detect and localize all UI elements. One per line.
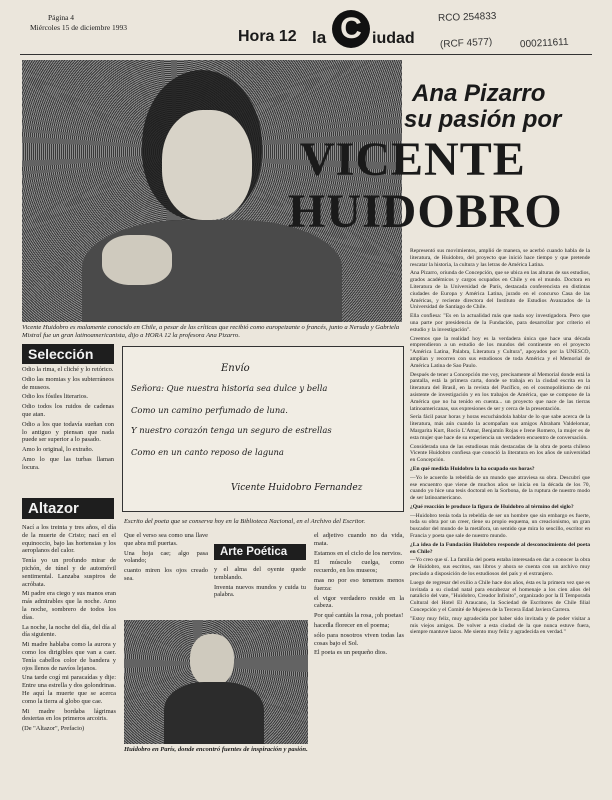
article-lead: Representó sus movimientos, amplió de manera, se acerbó cuando habla de la literatura, de Huidobro, del proyecto que inició hace tiempo y que pretende rescatar la historia, la cultura y las letras de América Latina.: [410, 248, 590, 268]
page-number: Página 4: [48, 13, 75, 22]
arte-poetica-line: mas no por eso tenemos menos fuerza:: [314, 576, 404, 592]
seleccion-line: Amo lo que las turbas llaman locura.: [22, 455, 114, 471]
section-rest: iudad: [372, 30, 415, 47]
article-para: Considerada una de las estudiosas más destacadas de la obra de poeta chileno Vicente Huidobro confiesa que conoció la literatura en los años de universidad en Concepción.: [410, 443, 590, 464]
interview-question: ¿La idea de la Fundación Huidobro responde al desconocimiento del poeta en Chile?: [410, 541, 590, 555]
portrait-hand: [102, 235, 172, 285]
interview-answer: —Yo creo que sí. La familia del poeta estaba interesada en dar a conocer la obra de Huidobro, sus escritos, sus libros y ahora se cuenta con un archivo muy preciado a disposición de los estudiosos del país y el extranjero.: [410, 557, 590, 578]
seleccion-heading: Selección: [22, 344, 114, 364]
interview-question: ¿Qué reacción le produce la figura de Huidobro al término del siglo?: [410, 503, 574, 510]
interview-question: ¿En qué medida Huidobro la ha ocupado sus horas?: [410, 465, 535, 472]
arte-poetica-line: hacedla florecer en el poema;: [314, 621, 390, 629]
seleccion-line: Odio la rima, el cliché y lo retórico.: [22, 366, 114, 373]
article-para: Sería fácil pasar horas y horas escuchándola hablar de lo que sabe acerca de la literatura, más aún cuando la acompañan sus amigos Abraham Valdelomar, Margarita Kurt, Rocío L'Amar, Benjamín Rojas e Irene Romero, la mujer es de esta mujer que hace de su experiencia un verdadero encuentro de conversación.: [410, 414, 590, 441]
huidobro-face: [190, 634, 234, 686]
title-main-line2: HUIDOBRO: [288, 185, 563, 238]
arte-poetica-line: Que el verso sea como una llave que abra mil puertas.: [124, 532, 208, 547]
altazor-para: Tenía yo un profundo mirar de pichón, de túnel y de automóvil sentimental. Lanzaba suspiros de acróbata.: [22, 557, 116, 588]
seleccion-poem: [22, 366, 114, 474]
article-para: Ella confiesa: "Es en la actualidad más que nada soy investigadora. Pero que una parte por presidencia de la Fundación, para desarrollar por criterio el estudio y la investigación".: [410, 313, 590, 333]
issue-date: Miércoles 15 de diciembre 1993: [30, 23, 128, 32]
stamp-code-2: (RCF 4577): [439, 36, 493, 51]
manuscript-line4: Como en un canto reposo de laguna: [131, 447, 284, 457]
manuscript-line2: Como un camino perfumado de luna.: [131, 405, 288, 415]
manuscript-line3: Y nuestro corazón tenga un seguro de estrellas: [131, 425, 332, 435]
arte-poetica-line: El músculo cuelga, como recuerdo, en los museos;: [314, 559, 404, 575]
manuscript-box: [122, 346, 404, 512]
arte-poetica-line: El poeta es un pequeño dios.: [314, 649, 388, 657]
seleccion-line: Odio a los que todavía sueñan con lo antiguo y piensan que nada puede ser superior a lo pasado.: [22, 420, 114, 444]
article-closing: "Estoy muy feliz, muy agradecida por haber sido invitada y de poder visitar a mis viejos amigos. De volver a esta ciudad de la que nunca estuve fuera, siempre mantuve lazos. Me siento muy feliz y agradecida en verdad.": [410, 615, 590, 636]
arte-poetica-col2: [314, 532, 404, 659]
title-kicker-line2: su pasión por: [404, 106, 562, 133]
interview-answer: —Yo le acuerdo la rebeldía de un mundo que atraviesa su obra. Descubrí que ese encuentro que viene de muchos años se inicia en la década de los 70, cuando yo hice una tesis doctoral en la Sorbona, de la ruptura de nuestro modo de ser latinoamericano.: [410, 474, 590, 502]
portrait-face: [162, 110, 252, 220]
seleccion-line: Odio todos los ruidos de cadenas que atan.: [22, 403, 114, 418]
altazor-para: Mi madre hablaba como la aurora y como los dirigibles que van a caer. Tenía cabellos color de bandera y ojos llenos de navíos lejanos.: [22, 641, 116, 672]
arte-poetica-heading: Arte Poética: [214, 544, 306, 560]
altazor-para: La noche, la noche del día, del día al día siguiente.: [22, 623, 116, 639]
seleccion-line: Odio las momias y los subterráneos de museos.: [22, 375, 114, 391]
arte-poetica-line: el adjetivo cuando no da vida, mata.: [314, 532, 404, 547]
huidobro-paris-photo: [124, 620, 308, 744]
article-body: [410, 248, 590, 796]
photo-caption: Vicente Huidobro es malamente conocido en Chile, a pesar de las críticas que recibió como europeizante o francés, junto a Neruda y Gabriela Mistral fue un gran latinoamericanista, dijo a HORA 12 la profesora Ana Pizarro.: [22, 324, 400, 339]
arte-poetica-line: el vigor verdadero reside en la cabeza.: [314, 594, 404, 610]
seleccion-line: Amo lo original, lo extraño.: [22, 446, 94, 454]
altazor-para: Una tarde cogí mi paracaídas y dije: Entre una estrella y dos golondrinas. He aquí la muerte que se acerca como la tierra al globo que cae.: [22, 674, 116, 705]
section-la: la: [312, 28, 327, 47]
arte-poetica-line: Una hoja cae; algo pasa volando;: [124, 549, 208, 565]
article-para: Luego de regresar del exilio a Chile hace dos años, ésta es la primera vez que es invitada a su ciudad natal para encabezar el homenaje a los cien años del natalicio del vate, "Huidobro, Creador Infinito", organizado por la II Temporada Cultural del Hotel El Araucano, la Sociedad de Escritores de Chile filial Concepción y el Comité de Mujeres de la Tercera Edad Javiera Carrera.: [410, 579, 590, 614]
altazor-para: Mi padre era ciego y sus manos eran más admirables que la noche. Amo la noche, sombrero de todos los días.: [22, 590, 116, 621]
arte-poetica-opening: [124, 532, 208, 585]
title-kicker-line1: Ana Pizarro: [412, 80, 546, 107]
article-para: Después de tener a Concepción me voy, precisamente al Memorial donde está la pantalla, está la primera carta, donde se trabaja en la ciudad escrita en la literatura del Brasil, en la revista del Pacífico, en el cosmopolitismo de mi asistente de investigación y en los trabajos de América, que se compone de la América que no ha tenido en cuenta... un proyecto que nace de las tierras latinoamericanas, sus expresiones de ser y cerca de la presentación.: [410, 371, 590, 412]
section-logo-c: C: [332, 10, 370, 48]
manuscript-line1: Señora: Que nuestra historia sea dulce y bella: [131, 383, 328, 393]
manuscript-line0: Envío: [221, 363, 250, 374]
arte-poetica-line: Inventa nuevos mundos y cuida tu palabra.: [214, 583, 306, 599]
arte-poetica-line: y el alma del oyente quede temblando.: [214, 566, 306, 581]
header-rule: [20, 54, 592, 55]
section-prefix: Hora 12: [238, 28, 297, 45]
article-para: Creemos que la realidad hoy es la verdadera única que hace una década emprendieron a un estudio de los mundos del continente en el proyecto "América Latina, Palabra, Literatura y Cultura", apoyados por la UNESCO, amplían y recorren con sus estudiosos de toda América y el Memorial de América Latina de Sao Paulo.: [410, 335, 590, 369]
arte-poetica-line: Estamos en el ciclo de los nervios.: [314, 549, 403, 557]
arte-poetica-line: cuanto miren los ojos creado sea.: [124, 567, 208, 582]
arte-poetica-line: Por qué cantáis la rosa, ¡oh poetas!: [314, 612, 404, 620]
seleccion-line: Odio los fósiles literarios.: [22, 393, 89, 401]
huidobro-photo-caption: Huidobro en París, donde encontró fuentes de inspiración y pasión.: [124, 746, 308, 753]
arte-poetica-col1: [214, 566, 306, 601]
huidobro-coat: [164, 682, 264, 744]
altazor-para: (De "Altazor", Prefacio): [22, 725, 85, 733]
arte-poetica-line: sólo para nosotros viven todas las cosas bajo el Sol.: [314, 631, 404, 647]
manuscript-caption: Escrito del poeta que se conserva hoy en la Biblioteca Nacional, en el Archivo del Escritor.: [124, 518, 366, 525]
altazor-poem: [22, 524, 116, 735]
stamp-code-1: RCO 254833: [437, 10, 497, 25]
stamp-code-3: 000211611: [519, 36, 569, 51]
altazor-para: Nací a los treinta y tres años, el día de la muerte de Cristo; nací en el equinoccio, bajo las hortensias y los aeroplanos del calor.: [22, 524, 116, 555]
article-para: Ana Pizarro, oriunda de Concepción, que se ubica en las alturas de sus estudios, grados académicos y cargos ocupados en Chile y en el mundo. Doctora en Literatura de la Universidad de París, destacada conferencista en distintas ciudades de Europa y América Latina, jurado en el concurso Casa de las Américas, y reciente directora del Instituto de Estudios Avanzados de la Universidad de Santiago de Chile.: [410, 270, 590, 311]
altazor-heading: Altazor: [22, 498, 114, 519]
manuscript-signature: Vicente Huidobro Fernandez: [231, 483, 363, 493]
altazor-para: Mi madre bordaba lágrimas desiertas en los primeros arcoiris.: [22, 707, 116, 723]
title-main-line1: VICENTE: [300, 133, 526, 186]
interview-answer: —Huidobro tenía toda la rebeldía de ser un hombre que sin embargo es fuerte, toda su obra por un creer, tiene su propio esquema, un creacionismo, un gran buscador del mundo de la metáfora, un sentido que mira lo sencillo, escritor en Francia y poeta que sale de nuestro mundo.: [410, 512, 590, 540]
